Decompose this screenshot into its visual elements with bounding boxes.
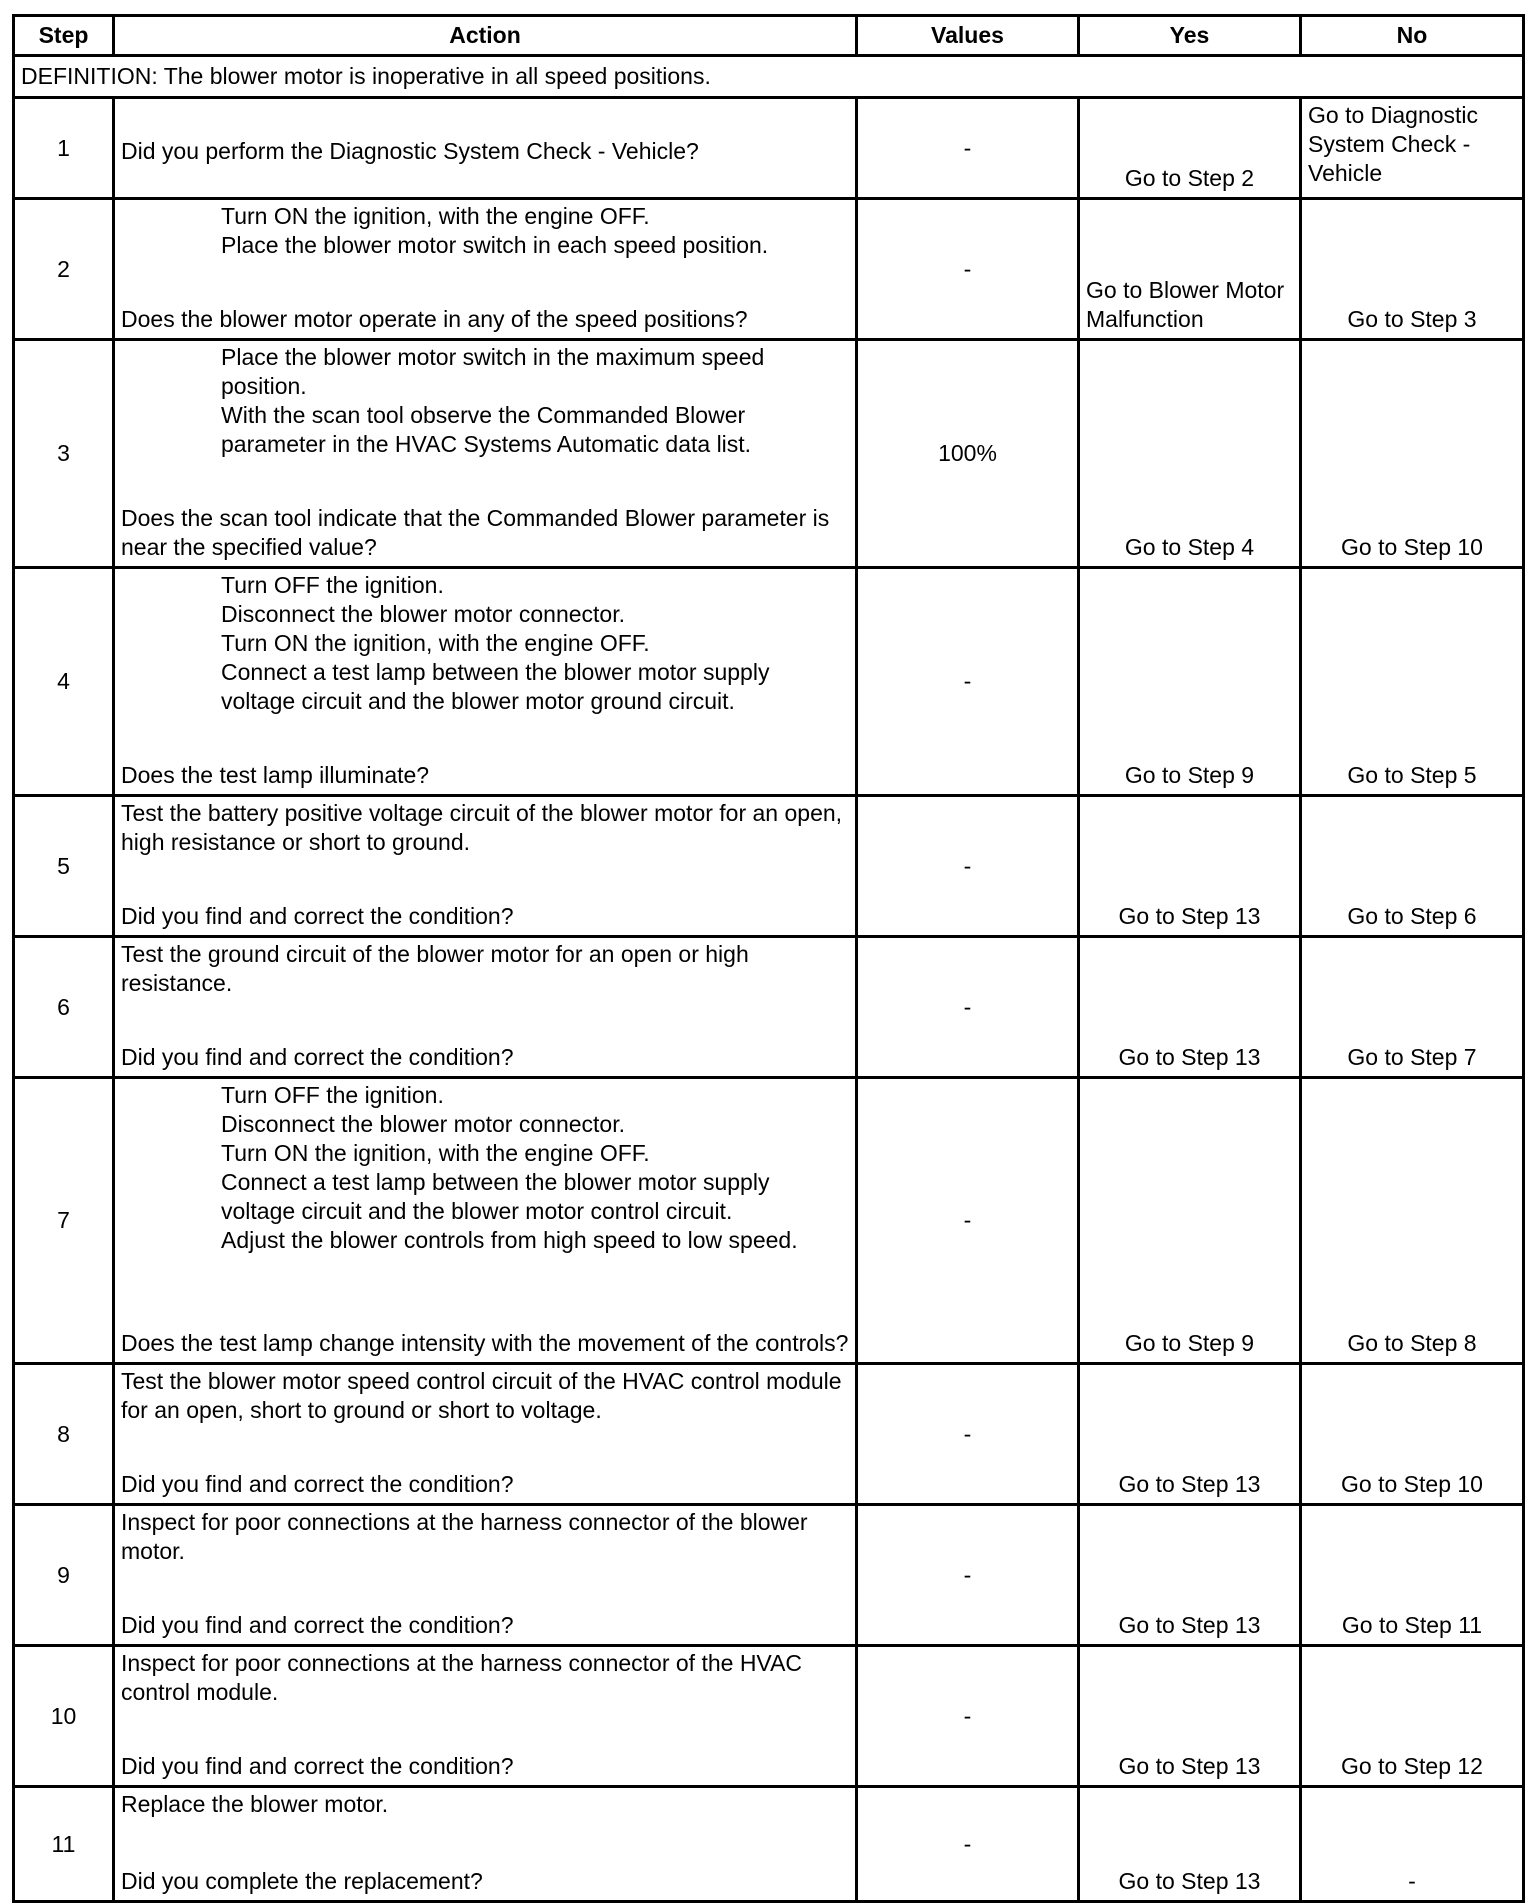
step-number: 5: [14, 796, 114, 937]
value-cell: -: [857, 98, 1079, 199]
instruction-item: Turn OFF the ignition.: [221, 572, 444, 598]
yes-result: Go to Step 13: [1079, 796, 1301, 937]
step-number: 7: [14, 1078, 114, 1364]
value-cell: -: [857, 1505, 1079, 1646]
instruction-item: Connect a test lamp between the blower motor supply voltage circuit and the blower motor control circuit.: [221, 1169, 770, 1224]
diagnostic-table: [12, 14, 1525, 1903]
no-result: Go to Step 7: [1301, 937, 1524, 1078]
action-cell: [114, 1364, 857, 1505]
instruction-item: Turn OFF the ignition.: [221, 1082, 444, 1108]
action-cell: [114, 199, 857, 340]
action-cell: [114, 1646, 857, 1787]
table-row: [14, 1364, 1524, 1505]
instruction-item: Disconnect the blower motor connector.: [221, 601, 625, 627]
question-text: Does the test lamp change intensity with the movement of the controls?: [121, 1330, 849, 1356]
action-cell: [114, 796, 857, 937]
instruction-item: Turn ON the ignition, with the engine OFF.: [221, 1140, 650, 1166]
table-row: [14, 937, 1524, 1078]
yes-result: Go to Step 9: [1079, 568, 1301, 796]
step-number: 1: [14, 98, 114, 199]
yes-result: Go to Blower Motor Malfunction: [1079, 199, 1301, 340]
header-values: Values: [857, 16, 1079, 56]
instruction-item: Place the blower motor switch in the maximum speed position.: [221, 344, 765, 399]
question-text: Did you complete the replacement?: [121, 1868, 483, 1894]
instruction-item: Test the battery positive voltage circuit of the blower motor for an open, high resistance or short to ground.: [121, 800, 843, 855]
instruction-list: [121, 343, 849, 459]
no-result: Go to Step 5: [1301, 568, 1524, 796]
instruction-list: [121, 571, 849, 716]
instruction-item: Test the blower motor speed control circuit of the HVAC control module for an open, short to ground or short to voltage.: [121, 1368, 842, 1423]
instruction-item: Adjust the blower controls from high speed to low speed.: [221, 1227, 798, 1253]
question-text: Did you find and correct the condition?: [121, 1753, 514, 1779]
action-cell: [114, 1078, 857, 1364]
instruction-item: Turn ON the ignition, with the engine OFF.: [221, 203, 650, 229]
no-result: Go to Step 12: [1301, 1646, 1524, 1787]
action-cell: [114, 1505, 857, 1646]
value-cell: 100%: [857, 340, 1079, 568]
question-text: Does the scan tool indicate that the Commanded Blower parameter is near the specified value?: [121, 505, 830, 560]
instruction-item: Test the ground circuit of the blower motor for an open or high resistance.: [121, 941, 749, 996]
value-cell: -: [857, 1364, 1079, 1505]
action-cell: [114, 568, 857, 796]
step-number: 11: [14, 1787, 114, 1902]
yes-result: Go to Step 13: [1079, 1364, 1301, 1505]
table-row: [14, 199, 1524, 340]
no-result: -: [1301, 1787, 1524, 1902]
table-row: [14, 568, 1524, 796]
header-action: Action: [114, 16, 857, 56]
instruction-list: [121, 1081, 849, 1255]
instruction-list: [121, 940, 849, 998]
action-cell: [114, 98, 857, 199]
yes-result: Go to Step 9: [1079, 1078, 1301, 1364]
table-row: [14, 796, 1524, 937]
step-number: 8: [14, 1364, 114, 1505]
no-result: Go to Step 10: [1301, 1364, 1524, 1505]
instruction-list: [121, 799, 849, 857]
no-result: Go to Step 6: [1301, 796, 1524, 937]
question-text: Did you find and correct the condition?: [121, 1471, 514, 1497]
yes-result: Go to Step 13: [1079, 937, 1301, 1078]
step-number: 6: [14, 937, 114, 1078]
step-number: 10: [14, 1646, 114, 1787]
table-row: [14, 1646, 1524, 1787]
yes-result: Go to Step 13: [1079, 1646, 1301, 1787]
instruction-item: Connect a test lamp between the blower motor supply voltage circuit and the blower motor ground circuit.: [221, 659, 770, 714]
instruction-list: [121, 202, 849, 260]
table-row: [14, 98, 1524, 199]
action-cell: [114, 1787, 857, 1902]
yes-result: Go to Step 4: [1079, 340, 1301, 568]
step-number: 3: [14, 340, 114, 568]
value-cell: -: [857, 796, 1079, 937]
step-number: 9: [14, 1505, 114, 1646]
instruction-list: [121, 1649, 849, 1707]
instruction-item: Inspect for poor connections at the harness connector of the HVAC control module.: [121, 1650, 803, 1705]
no-result: Go to Step 10: [1301, 340, 1524, 568]
table-row: [14, 340, 1524, 568]
value-cell: -: [857, 1787, 1079, 1902]
step-number: 2: [14, 199, 114, 340]
instruction-item: Turn ON the ignition, with the engine OFF.: [221, 630, 650, 656]
question-text: Does the blower motor operate in any of the speed positions?: [121, 306, 748, 332]
yes-result: Go to Step 13: [1079, 1505, 1301, 1646]
instruction-item: Inspect for poor connections at the harness connector of the blower motor.: [121, 1509, 808, 1564]
instruction-list: [121, 1367, 849, 1425]
step-number: 4: [14, 568, 114, 796]
table-row: [14, 1505, 1524, 1646]
header-step: Step: [14, 16, 114, 56]
value-cell: -: [857, 1646, 1079, 1787]
question-text: Did you find and correct the condition?: [121, 1612, 514, 1638]
header-row: [14, 16, 1524, 56]
action-cell: [114, 340, 857, 568]
no-result: Go to Diagnostic System Check - Vehicle: [1301, 98, 1524, 199]
question-text: Did you find and correct the condition?: [121, 1044, 514, 1070]
yes-result: Go to Step 13: [1079, 1787, 1301, 1902]
table-row: [14, 1787, 1524, 1902]
instruction-item: Replace the blower motor.: [121, 1791, 389, 1817]
question-text: Does the test lamp illuminate?: [121, 762, 430, 788]
value-cell: -: [857, 568, 1079, 796]
definition-text: DEFINITION: The blower motor is inoperative in all speed positions.: [14, 56, 1524, 98]
instruction-item: With the scan tool observe the Commanded Blower parameter in the HVAC Systems Automatic data list.: [221, 402, 752, 457]
instruction-list: [121, 1508, 849, 1566]
action-cell: [114, 937, 857, 1078]
table-row: [14, 1078, 1524, 1364]
value-cell: -: [857, 937, 1079, 1078]
no-result: Go to Step 11: [1301, 1505, 1524, 1646]
instruction-item: Disconnect the blower motor connector.: [221, 1111, 625, 1137]
no-result: Go to Step 8: [1301, 1078, 1524, 1364]
instruction-item: Place the blower motor switch in each speed position.: [221, 232, 769, 258]
question-text: Did you perform the Diagnostic System Check - Vehicle?: [121, 137, 699, 164]
yes-result: Go to Step 2: [1079, 98, 1301, 199]
value-cell: -: [857, 1078, 1079, 1364]
definition-row: [14, 56, 1524, 98]
value-cell: -: [857, 199, 1079, 340]
header-yes: Yes: [1079, 16, 1301, 56]
header-no: No: [1301, 16, 1524, 56]
question-text: Did you find and correct the condition?: [121, 903, 514, 929]
instruction-list: [121, 1790, 849, 1819]
no-result: Go to Step 3: [1301, 199, 1524, 340]
